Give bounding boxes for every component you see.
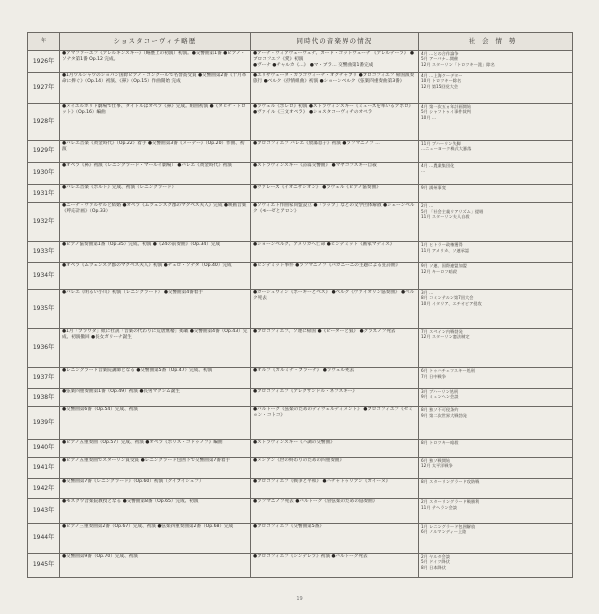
social-cell-text: 6月 トゥハチェフスキー処刑 7月 日中戦争 (421, 368, 475, 379)
social-cell-text: 4月 第一次五ヵ年計画開始 5月 シャフトゥイ事件裁判 10月 … (421, 104, 472, 120)
shostakovich-cell-text: ●ニーナ・ヴァルザルと結婚 ●オペラ《ムツェンスク郡のマクベス夫人》完成 ●映画音楽《呼応計画》（Op.33） (62, 203, 247, 215)
shostakovich-cell-text: ●1月ワルシャワのショパン国際ピアノ・コンクールで名誉賞受賞 ●交響曲第2番《十月革命に捧ぐ》（Op.14）初演、《鼻》（Op.15）作曲開始 完成 (62, 72, 247, 84)
social-cell (419, 162, 573, 184)
contemporary-cell (251, 499, 419, 523)
header-social: 社会情勢 (419, 33, 573, 51)
shostakovich-cell (60, 407, 251, 439)
year-cell (28, 553, 60, 577)
contemporary-cell (251, 388, 419, 406)
contemporary-cell-text: ●ラフマニノフ死去 ●バルトーク《管弦楽のための協奏曲》 (253, 499, 378, 505)
contemporary-cell (251, 72, 419, 103)
year-cell-text: 1941年 (32, 463, 55, 471)
table-row (28, 72, 573, 103)
social-cell-text: 3月 ブハーリン処刑 9月 ミュンヘン会談 (421, 388, 459, 400)
year-cell (28, 263, 60, 290)
contemporary-cell-text: ●ブロコフィエフ、ソ連に帰国 ●《ピーターと狼》 ●グラズノフ死去 (253, 328, 396, 334)
contemporary-cell-text: ●エリザヴェータ・カラゴヴィーチ・オクチャブリ ●ブロコフィエフ 帰国演奏旅行 ●ベルク《抒情組曲》初演 ●ショーンベルク《弦楽四重奏曲第3番》 (253, 72, 415, 84)
contemporary-cell (251, 140, 419, 162)
social-cell-text: 8月 トロツキー暗殺 (421, 439, 459, 445)
shostakovich-cell-text: ●バレエ音楽《黄金時代》（Op.22）着手 ●交響曲第3番《メーデー》（Op.20）作曲、初演 (62, 140, 245, 152)
social-cell (419, 523, 573, 553)
shostakovich-cell (60, 478, 251, 499)
contemporary-cell (251, 478, 419, 499)
contemporary-cell (251, 457, 419, 478)
contemporary-cell-text: ●アーナ・ヴィアヴェーヴェナ、カード・ゴットヴェーナ 《アレルテーラ》 ●ブロコフエフ《愛》初演 ●ヴーナ ●チャルカ《…》 ●マ・ブラ… 交響曲第1番完成 (253, 51, 414, 68)
year-cell-text: 1926年 (32, 57, 55, 65)
shostakovich-cell (60, 184, 251, 202)
social-cell-text: 3月 … 8月 コミンテルン第7回大会 10月 イタリア、エチオピア侵攻 (421, 289, 482, 306)
year-cell-text: 1933年 (32, 248, 55, 256)
contemporary-cell-text: ●ラヴェル《ボレロ》初演 ●ストラヴィンスキー《ミューズを率いるアポロ》 ●ヴァイル《三文オペラ》 ●ショスタコーヴィチのオペラ (253, 104, 414, 115)
shostakovich-cell-text: ●オペラ《鼻》初演（レニングラード・マールイ劇場） ●バレエ《黄金時代》初演 (62, 162, 232, 168)
table-row (28, 104, 573, 141)
year-cell (28, 368, 60, 389)
shostakovich-cell (60, 242, 251, 263)
shostakovich-cell (60, 368, 251, 389)
year-cell-text: 1943年 (32, 507, 55, 515)
social-cell (419, 140, 573, 162)
shostakovich-cell (60, 457, 251, 478)
contemporary-cell-text: ●ストラヴィンスキー《詩篇交響曲》 ●マヤコフスキー自殺 (253, 162, 377, 168)
year-cell-text: 1936年 (32, 344, 55, 352)
year-cell (28, 388, 60, 406)
social-cell (419, 478, 573, 499)
social-cell (419, 263, 573, 290)
social-cell-text: 8月 スターリングラード攻防戦 (421, 478, 480, 484)
social-cell-text: 9月 満州事変 (421, 184, 446, 190)
year-cell (28, 407, 60, 439)
contemporary-cell-text: ●ブロコフィエフ バレエ《放蕩息子》初演 ●ラフマニノフ … (253, 140, 380, 146)
social-cell-text: 9月 ソ連、国際連盟加盟 12月 キーロフ暗殺 (421, 263, 467, 274)
year-cell-text: 1945年 (32, 561, 55, 569)
shostakovich-cell (60, 499, 251, 523)
year-cell-text: 1938年 (32, 393, 55, 401)
social-cell-text: 6月 独ソ戦開始 12月 太平洋戦争 (421, 457, 453, 469)
table-row (28, 263, 573, 290)
shostakovich-cell-text: ●レニングラード音楽院講師となる ●交響曲第5番（Op.47）完成、初演 (62, 368, 213, 374)
year-cell-text: 1935年 (32, 304, 55, 312)
contemporary-cell-text: ●ガーシュウィン《ポーギーとベス》 ●ベルク《ヴァイオリン協奏曲》 ●ベルク死去 (253, 289, 415, 301)
shostakovich-cell (60, 388, 251, 406)
year-cell (28, 72, 60, 103)
contemporary-cell-text: ●ヴァレーズ《イオニザシオン》 ●ラヴェル《ピアノ協奏曲》 (253, 184, 381, 190)
year-cell-text: 1932年 (32, 218, 55, 226)
contemporary-cell (251, 51, 419, 73)
shostakovich-cell (60, 263, 251, 290)
social-cell-text: 4月 …との合作論争 5月 アーバナ…開催 12月 スターリン「トロツキー派」除名 (421, 51, 495, 67)
contemporary-cell-text: ●ブロコフィエフ《アレクサンドル・ネフスキー》 (253, 388, 358, 394)
year-cell (28, 162, 60, 184)
shostakovich-cell-text: ●オペラ《ムツェンスク郡のマクベス夫人》初演 ●チェロ・ソナタ（Op.40）完成 (62, 263, 232, 269)
shostakovich-cell-text: ●交響曲第7番《レニングラード》（Op.60）初演（クイブイシェフ） (62, 478, 204, 484)
social-cell (419, 328, 573, 367)
shostakovich-cell (60, 140, 251, 162)
contemporary-cell-text: ●ブロコフィエフ《戦争と平和》 ●ハチャトゥリアン《ガイーヌ》 (253, 478, 391, 484)
table-row (28, 184, 573, 202)
shostakovich-cell-text: ●ピアノ五重奏曲（Op.57）完成、初演 ●オペラ《ボリス・ゴドゥノフ》編曲 (62, 439, 223, 445)
shostakovich-cell (60, 289, 251, 328)
table-row (28, 328, 573, 367)
year-cell-text: 1930年 (32, 169, 55, 177)
table-row (28, 242, 573, 263)
social-cell (419, 407, 573, 439)
year-cell (28, 328, 60, 367)
social-cell-text: 7月 スペイン内戦勃発 12月 スターリン憲法制定 (421, 328, 470, 340)
table-row (28, 553, 573, 577)
header-row (28, 33, 573, 51)
table-row (28, 368, 573, 389)
shostakovich-cell (60, 523, 251, 553)
header-contemporary: 同時代の音楽界の情況 (251, 33, 419, 51)
header-shostakovich: ショスタコーヴィチ略歴 (60, 33, 251, 51)
year-cell-text: 1929年 (32, 147, 55, 155)
year-cell-text: 1934年 (32, 271, 55, 279)
year-cell (28, 203, 60, 242)
social-cell (419, 289, 573, 328)
social-cell (419, 388, 573, 406)
contemporary-cell-text: ●ストラヴィンスキー《ハ調の交響曲》 (253, 439, 335, 445)
shostakovich-cell (60, 162, 251, 184)
table-row (28, 162, 573, 184)
social-cell (419, 203, 573, 242)
year-cell (28, 523, 60, 553)
shostakovich-cell (60, 51, 251, 73)
social-cell-text: 4月 …上海クーデター 10月 トロツキー除名 12月 第15回党大会 (421, 72, 463, 89)
contemporary-cell (251, 523, 419, 553)
social-cell-text: 2月 ヤルタ会談 5月 ドイツ降伏 8月 日本降伏 (421, 553, 450, 570)
contemporary-cell-text: ●バルトーク《弦楽のためのディヴェルティメント》 ●ブロコフィエフ《セミョン・コトコ》 (253, 407, 413, 419)
year-cell (28, 478, 60, 499)
social-cell (419, 439, 573, 457)
shostakovich-cell (60, 439, 251, 457)
table-row (28, 51, 573, 73)
year-cell-text: 1942年 (32, 484, 55, 492)
year-cell-text: 1927年 (32, 84, 55, 92)
year-cell-text: 1944年 (32, 534, 55, 542)
shostakovich-cell-text: ●アマファーエフ《アレルキンスキー》（略歴上の初演）初演。●交響曲第1番 ●ピアノ・ソナタ第1番 Op.12 完成。 (62, 51, 246, 62)
table-row (28, 523, 573, 553)
contemporary-cell-text: ●ブロコフィエフ《交響曲第5番》 (253, 523, 324, 529)
year-cell (28, 51, 60, 73)
page-number: 19 (296, 596, 303, 602)
shostakovich-cell-text: ●弦楽四重奏曲第1番（Op.49）初演 ●長男マクシム誕生 (62, 388, 180, 394)
shostakovich-cell (60, 553, 251, 577)
shostakovich-cell-text: ●ピアノ協奏曲第1番（Op.35）完成、初演 ●《24の前奏曲》（Op.34）完成 (62, 242, 221, 248)
social-cell (419, 184, 573, 202)
table-row (28, 289, 573, 328)
shostakovich-cell-text: ●ピアノ五重奏曲でスターリン賞受賞 ●レニングラード包囲下で交響曲第7番着手 (62, 457, 231, 463)
year-cell (28, 439, 60, 457)
social-cell (419, 242, 573, 263)
contemporary-cell-text: ●ブロコフィエフ《シンデレラ》初演 ●バルトーク死去 (253, 553, 368, 559)
year-cell-text: 1940年 (32, 444, 55, 452)
year-cell (28, 242, 60, 263)
contemporary-cell (251, 203, 419, 242)
contemporary-cell (251, 162, 419, 184)
year-cell-text: 1931年 (32, 189, 55, 197)
shostakovich-cell-text: ●モスクワ音楽院教授となる ●交響曲第8番（Op.65）完成、初演 (62, 499, 199, 505)
shostakovich-cell (60, 203, 251, 242)
contemporary-cell (251, 368, 419, 389)
social-cell (419, 457, 573, 478)
shostakovich-cell-text: ●ピアノ三重奏曲第2番（Op.67）完成、初演 ●弦楽四重奏曲第2番（Op.68）完成 (62, 523, 234, 529)
table-row (28, 478, 573, 499)
social-cell-text: 2月 スターリングラード戦勝利 11月 テヘラン会談 (421, 499, 480, 510)
table-row (28, 140, 573, 162)
shostakovich-cell-text: ●バレエ音楽《ボルト》完成、初演（レニングラード） (62, 184, 177, 190)
contemporary-cell (251, 439, 419, 457)
header-year: 年 (28, 33, 60, 51)
table-row (28, 407, 573, 439)
year-cell (28, 140, 60, 162)
social-cell (419, 72, 573, 103)
year-cell (28, 289, 60, 328)
table-row (28, 457, 573, 478)
year-cell (28, 184, 60, 202)
social-cell-text: 11月 ブハーリン失脚 …ニューヨーク株式大暴落 (421, 140, 472, 152)
table-row (28, 439, 573, 457)
contemporary-cell-text: ●ソヴィエト作曲家同盟設立 ●「ラップ」などの文学団体解散 ●シェーンベルク《モーゼとアロン》 (253, 203, 415, 215)
contemporary-cell-text: ●オルフ《カルミナ・ブラーナ》 ●ラヴェル死去 (253, 368, 355, 374)
social-cell (419, 553, 573, 577)
contemporary-cell-text: ●ヒンデミット事件 ●ラフマニノフ《パガニーニの主題による狂詩曲》 (253, 263, 401, 269)
table-row (28, 203, 573, 242)
year-cell (28, 104, 60, 141)
contemporary-cell (251, 553, 419, 577)
contemporary-cell-text: ●ショーンベルク、アメリカへ亡命 ●ヒンデミット《画家マティス》 (253, 242, 395, 248)
contemporary-cell (251, 289, 419, 328)
table-row (28, 388, 573, 406)
shostakovich-cell-text: ●メイエルホリド劇場で仕事、タイトルはオペラ《鼻》完成。組曲初演 ●《タヒチ・トロット》（Op.16）編曲 (62, 104, 246, 115)
shostakovich-cell-text: ●交響曲第6番（Op.54）完成、初演 (62, 407, 138, 413)
shostakovich-cell (60, 328, 251, 367)
contemporary-cell (251, 407, 419, 439)
social-cell-text: 2月 … 5月 「社会主義リアリズム」提唱 11月 スターリン夫人自殺 (421, 203, 484, 220)
social-cell (419, 51, 573, 73)
year-cell (28, 457, 60, 478)
shostakovich-cell (60, 72, 251, 103)
contemporary-cell (251, 263, 419, 290)
contemporary-cell-text: ●メシアン《世の終わりのための四重奏曲》 (253, 457, 345, 463)
social-cell-text: 4月 …農業集団化 … (421, 162, 455, 174)
social-cell-text: 1月 レニングラード包囲解放 6月 ノルマンディー上陸 (421, 523, 476, 535)
contemporary-cell (251, 242, 419, 263)
chronology-table (27, 32, 573, 578)
shostakovich-cell (60, 104, 251, 141)
social-cell (419, 499, 573, 523)
contemporary-cell (251, 104, 419, 141)
year-cell (28, 499, 60, 523)
year-cell-text: 1937年 (32, 374, 55, 382)
year-cell-text: 1928年 (32, 118, 55, 126)
shostakovich-cell-text: ●バレエ《明るい小川》初演（レニングラード） ●交響曲第4番着手 (62, 289, 203, 295)
shostakovich-cell-text: ●1月「プラウダ」紙に社説「音楽の代わりに荒唐無稽」掲載 ●交響曲第4番（Op.43）完成、初演撤回 ●長女ガリーナ誕生 (62, 328, 248, 340)
social-cell-text: 8月 独ソ不可侵条約 9月 第二次世界大戦勃発 (421, 407, 467, 418)
social-cell-text: 1月 ヒトラー政権獲得 11月 アメリカ、ソ連承認 (421, 242, 470, 253)
table-row (28, 499, 573, 523)
social-cell (419, 368, 573, 389)
shostakovich-cell-text: ●交響曲第9番（Op.70）完成、初演 (62, 553, 138, 559)
year-cell-text: 1939年 (32, 418, 55, 426)
contemporary-cell (251, 328, 419, 367)
social-cell (419, 104, 573, 141)
contemporary-cell (251, 184, 419, 202)
